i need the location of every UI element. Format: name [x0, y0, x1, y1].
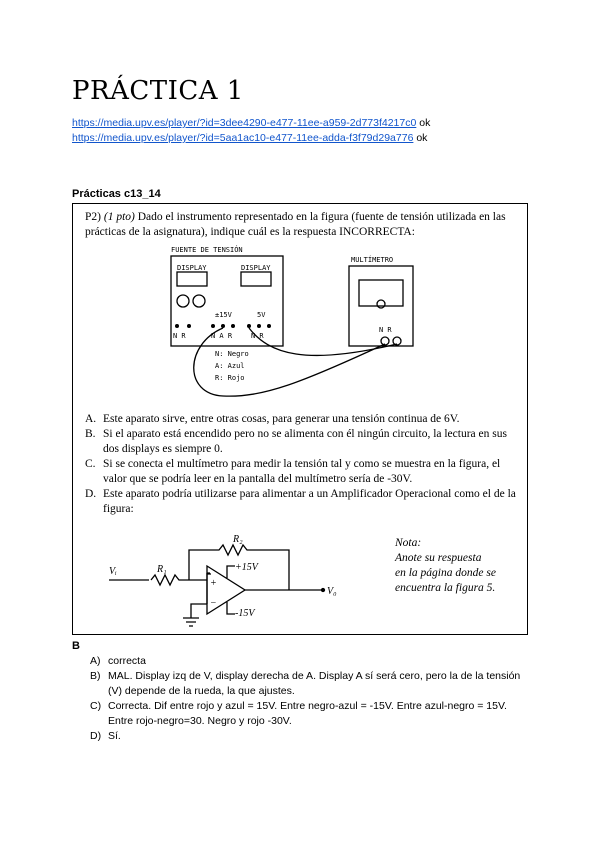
answer-text: MAL. Display izq de V, display derecha de A. Display A sí será cero, pero la de la tensión (V) depende de la rueda, la que ajustes. — [108, 670, 521, 697]
knob-right — [193, 295, 205, 307]
answer-item — [90, 699, 530, 729]
answer-text: Correcta. Dif entre rojo y azul = 15V. Entre negro-azul = -15V. Entre azul-negro = 15V. Entre rojo-negro=30. Negro y rojo -30V. — [108, 700, 507, 727]
answer-letter: D) — [90, 730, 102, 742]
answer-letter: B) — [90, 670, 101, 682]
legend-r: R: Rojo — [215, 374, 245, 382]
display-right — [241, 272, 271, 286]
video-links — [72, 116, 430, 146]
knob-left — [177, 295, 189, 307]
nota-block — [395, 536, 496, 596]
option-letter: C. — [85, 458, 96, 470]
vi-label: Vᵢ — [109, 566, 117, 577]
source-label: FUENTE DE TENSIÓN — [171, 246, 243, 254]
ground-symbol — [183, 618, 199, 626]
page-title: PRÁCTICA 1 — [72, 76, 244, 106]
display-left — [177, 272, 207, 286]
r2-label: R₂ — [233, 534, 243, 545]
option-text: Si se conecta el multímetro para medir la tensión tal y como se muestra en la figura, el valor que se podría leer en la pantalla del multímetro sería de -30V. — [103, 458, 501, 485]
terms-mid: N A R — [211, 332, 233, 340]
multimeter-screen — [359, 280, 403, 306]
option-letter: B. — [85, 428, 96, 440]
question-body: Dado el instrumento representado en la figura (fuente de tensión utilizada en las prácticas de la asignatura), indique cuál es la respuesta INCORRECTA: — [85, 211, 506, 238]
nota-line: Nota: — [395, 537, 422, 549]
link-note: ok — [416, 132, 428, 144]
terms-left: N R — [173, 332, 186, 340]
option-text: Este aparato podría utilizarse para alimentar a un Amplificador Operacional como el de la figura: — [103, 488, 516, 515]
meter-terminal-n — [381, 337, 389, 345]
video-link[interactable]: https://media.upv.es/player/?id=5aa1ac10-e477-11ee-adda-f3f79d29a776 — [72, 132, 414, 144]
video-link[interactable]: https://media.upv.es/player/?id=3dee4290-e477-11ee-a959-2d773f4217c0 — [72, 117, 417, 129]
opamp-plus: + — [210, 578, 217, 589]
answer-list — [90, 654, 530, 744]
video-link-row — [72, 116, 430, 131]
legend-a: A: Azul — [215, 362, 245, 370]
vminus-label: -15V — [235, 608, 255, 619]
pm15-label: ±15V — [215, 311, 232, 319]
section-label: Prácticas c13_14 — [72, 188, 161, 200]
answer-label: B — [72, 640, 80, 652]
vo-label: V₀ — [327, 586, 337, 597]
answer-item — [90, 654, 530, 669]
link-note: ok — [419, 117, 431, 129]
answer-text: Sí. — [108, 730, 121, 742]
option-item — [85, 487, 517, 517]
r1-label: R₁ — [157, 564, 167, 575]
legend-n: N: Negro — [215, 350, 249, 358]
option-text: Este aparato sirve, entre otras cosas, para generar una tensión continua de 6V. — [103, 413, 460, 425]
option-letter: A. — [85, 413, 97, 425]
terms-right: N R — [251, 332, 264, 340]
nota-line: encuentra la figura 5. — [395, 582, 496, 594]
meter-label: MULTÍMETRO — [351, 256, 394, 264]
video-link-row — [72, 131, 430, 146]
answer-letter: C) — [90, 700, 102, 712]
answer-item — [90, 669, 530, 699]
option-text: Si el aparato está encendido pero no se alimenta con él ningún circuito, la lectura en sus dos displays es siempre 0. — [103, 428, 507, 455]
wire-red — [249, 328, 397, 355]
display-left-label: DISPLAY — [177, 264, 207, 272]
question-text — [85, 210, 517, 240]
display-right-label: DISPLAY — [241, 264, 271, 272]
r1-path — [109, 575, 207, 585]
question-options — [85, 412, 517, 517]
v5-label: 5V — [257, 311, 266, 319]
nota-line: en la página donde se — [395, 567, 496, 579]
question-prefix: P2) — [85, 211, 101, 223]
vplus-label: +15V — [235, 562, 258, 573]
opamp-minus: − — [210, 598, 217, 609]
option-letter: D. — [85, 488, 97, 500]
exam-question-figure — [72, 203, 528, 635]
option-item — [85, 412, 517, 427]
meter-terminal-r — [393, 337, 401, 345]
answer-letter: A) — [90, 655, 101, 667]
question-points: (1 pto) — [103, 211, 135, 223]
answer-item — [90, 729, 530, 744]
answer-text: correcta — [108, 655, 146, 667]
meter-terms: N R — [379, 326, 392, 334]
nota-line: Anote su respuesta — [395, 552, 482, 564]
option-item — [85, 457, 517, 487]
option-item — [85, 427, 517, 457]
